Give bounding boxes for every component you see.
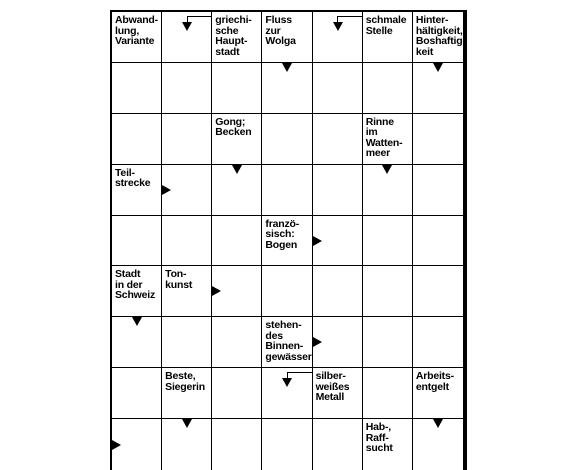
grid-cell[interactable]	[212, 419, 262, 470]
clue-cell	[162, 266, 212, 317]
arrow-right-icon	[162, 185, 171, 195]
clue-cell	[262, 12, 312, 63]
grid-cell[interactable]	[212, 216, 262, 267]
arrow-down-icon	[382, 165, 392, 174]
clue-text: stehen- des Binnen- gewässer	[265, 319, 312, 363]
grid-cell[interactable]	[212, 266, 262, 317]
clue-text: schmale Stelle	[365, 14, 407, 37]
clue-cell	[112, 12, 162, 63]
clue-text: Beste, Siegerin	[165, 370, 205, 393]
clue-text: franzö- sisch: Bogen	[265, 217, 300, 251]
grid-cell[interactable]	[112, 419, 162, 470]
clue-cell	[212, 12, 262, 63]
clue-text: Abwand- lung, Variante	[115, 14, 158, 47]
clue-text: Rinne im Watten- meer	[365, 115, 403, 160]
arrow-down-icon	[182, 22, 192, 31]
clue-cell	[313, 368, 363, 419]
grid-cell[interactable]	[112, 317, 162, 368]
clue-text: Teil- strecke	[115, 166, 151, 190]
grid-cell[interactable]	[262, 63, 312, 114]
arrow-down-icon	[333, 22, 343, 31]
grid-cell[interactable]	[313, 165, 363, 216]
clue-cell	[212, 114, 262, 165]
grid-cell[interactable]	[363, 63, 413, 114]
grid-cell[interactable]	[262, 419, 312, 470]
grid-cell[interactable]	[313, 317, 363, 368]
grid-cell[interactable]	[313, 114, 363, 165]
grid-cell[interactable]	[363, 165, 413, 216]
clue-cell	[363, 114, 413, 165]
clue-cell	[413, 368, 463, 419]
arrow-right-icon	[212, 286, 221, 296]
arrow-line	[337, 16, 363, 17]
grid-cell[interactable]	[162, 63, 212, 114]
arrow-down-icon	[182, 419, 192, 428]
arrow-down-icon	[433, 63, 443, 72]
arrow-down-icon	[232, 165, 242, 174]
grid-cell[interactable]	[413, 114, 463, 165]
arrow-down-icon	[433, 419, 443, 428]
clue-text: silber- weißes Metall	[315, 370, 350, 404]
grid-cell[interactable]	[112, 216, 162, 267]
grid-cell[interactable]	[262, 266, 312, 317]
grid-cell[interactable]	[212, 317, 262, 368]
grid-cell[interactable]	[313, 419, 363, 470]
grid-cell[interactable]	[363, 216, 413, 267]
grid-cell[interactable]	[313, 266, 363, 317]
arrow-down-icon	[282, 63, 292, 72]
clue-text: Gong; Becken	[215, 115, 252, 139]
grid-cell[interactable]	[162, 317, 212, 368]
grid-cell[interactable]	[413, 63, 463, 114]
clue-cell	[363, 419, 413, 470]
clue-text: Arbeits- entgelt	[415, 370, 454, 393]
grid-cell[interactable]	[363, 317, 413, 368]
clue-text: Hab-, Raff- sucht	[365, 421, 393, 455]
clue-cell	[262, 317, 312, 368]
grid-cell[interactable]	[413, 419, 463, 470]
grid-cell[interactable]	[413, 165, 463, 216]
arrow-right-icon	[313, 337, 322, 347]
arrow-line	[287, 372, 313, 373]
grid-cell[interactable]	[262, 165, 312, 216]
grid-cell[interactable]	[112, 368, 162, 419]
arrow-right-icon	[313, 236, 322, 246]
arrow-right-icon	[112, 440, 121, 450]
clue-cell	[112, 266, 162, 317]
grid-cell[interactable]	[413, 216, 463, 267]
crossword-grid	[110, 10, 467, 470]
grid-cell[interactable]	[162, 216, 212, 267]
clue-text: griechi- sche Haupt- stadt	[215, 14, 252, 58]
clue-text: Hinter- hältigkeit, Boshaftig- keit	[415, 14, 466, 58]
clue-cell	[262, 216, 312, 267]
grid-cell[interactable]	[262, 368, 312, 419]
grid-cell[interactable]	[363, 266, 413, 317]
arrow-down-icon	[282, 378, 292, 387]
grid-cell[interactable]	[413, 266, 463, 317]
grid-cell[interactable]	[313, 63, 363, 114]
grid-cell[interactable]	[162, 12, 212, 63]
grid-cell[interactable]	[162, 114, 212, 165]
arrow-line	[187, 16, 213, 17]
grid-cell[interactable]	[162, 165, 212, 216]
grid-cell[interactable]	[363, 368, 413, 419]
grid-cell[interactable]	[112, 63, 162, 114]
grid-cell[interactable]	[212, 368, 262, 419]
clue-text: Stadt in der Schweiz	[115, 268, 156, 302]
clue-text: Fluss zur Wolga	[265, 14, 296, 47]
clue-cell	[162, 368, 212, 419]
clue-cell	[363, 12, 413, 63]
grid-cell[interactable]	[413, 317, 463, 368]
clue-cell	[112, 165, 162, 216]
grid-cell[interactable]	[313, 12, 363, 63]
clue-cell	[413, 12, 466, 63]
arrow-down-icon	[132, 317, 142, 326]
grid-cell[interactable]	[212, 165, 262, 216]
clue-text: Ton- kunst	[165, 268, 193, 291]
grid-cell[interactable]	[162, 419, 212, 470]
grid-cell[interactable]	[313, 216, 363, 267]
grid-cell[interactable]	[112, 114, 162, 165]
grid-cell[interactable]	[262, 114, 312, 165]
grid-cell[interactable]	[212, 63, 262, 114]
